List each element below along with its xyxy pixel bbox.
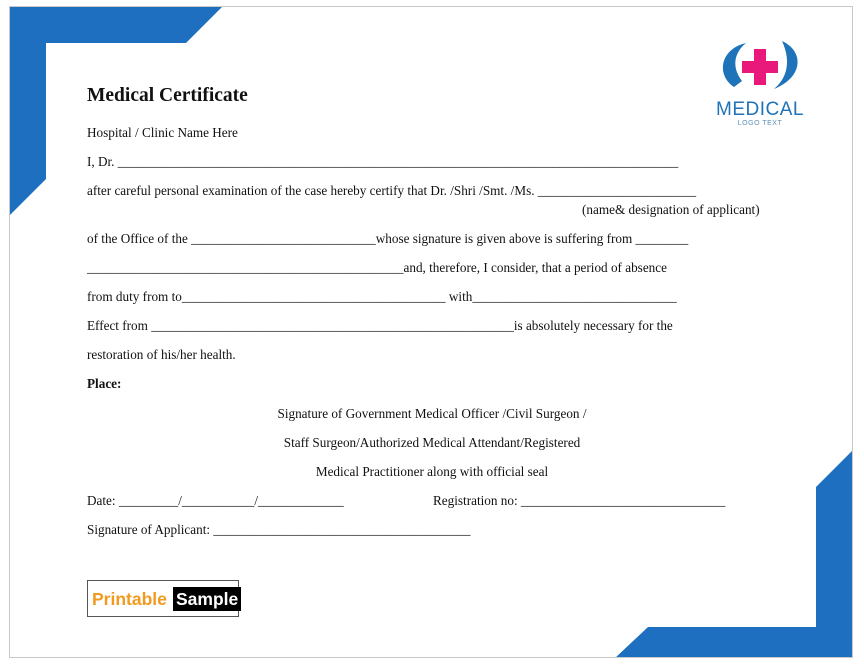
restoration-line: restoration of his/her health. (87, 347, 236, 362)
bottom-right-corner-shape (614, 449, 853, 658)
effect-line: Effect from _______________________________________________________is absolutely necessary for the (87, 318, 673, 333)
logo-subtext: LOGO TEXT (737, 120, 783, 127)
certificate-title: Medical Certificate (87, 85, 248, 106)
hospital-name: Hospital / Clinic Name Here (87, 125, 238, 140)
printable-sample-badge (87, 580, 239, 617)
logo-text: MEDICAL (716, 99, 804, 120)
applicant-signature-line: Signature of Applicant: _______________________________________ (87, 522, 471, 537)
doctor-name-line: I, Dr. _____________________________________________________________________________________ (87, 154, 679, 169)
certificate-page (9, 6, 853, 658)
date-line: Date: _________/___________/_____________ (87, 493, 344, 508)
place-label: Place: (87, 376, 122, 391)
duty-period-line: from duty from to________________________________________ with_______________________________ (87, 289, 677, 304)
designation-hint: (name& designation of applicant) (582, 202, 760, 217)
registration-line: Registration no: _______________________________ (433, 493, 726, 508)
badge-word-sample: Sample (173, 587, 241, 611)
medical-cross-icon (712, 35, 808, 99)
medical-logo (712, 35, 822, 135)
office-line: of the Office of the ____________________________whose signature is given above is suffering from ________ (87, 231, 689, 246)
officer-signature-line-3: Medical Practitioner along with official seal (315, 464, 549, 479)
absence-line: ________________________________________________and, therefore, I consider, that a period of absence (87, 260, 667, 275)
badge-word-printable: Printable (92, 589, 167, 609)
examination-line: after careful personal examination of the case hereby certify that Dr. /Shri /Smt. /Ms. ________________________ (87, 183, 697, 198)
officer-signature-line-1: Signature of Government Medical Officer /Civil Surgeon / (277, 406, 587, 421)
officer-signature-line-2: Staff Surgeon/Authorized Medical Attendant/Registered (283, 435, 581, 450)
